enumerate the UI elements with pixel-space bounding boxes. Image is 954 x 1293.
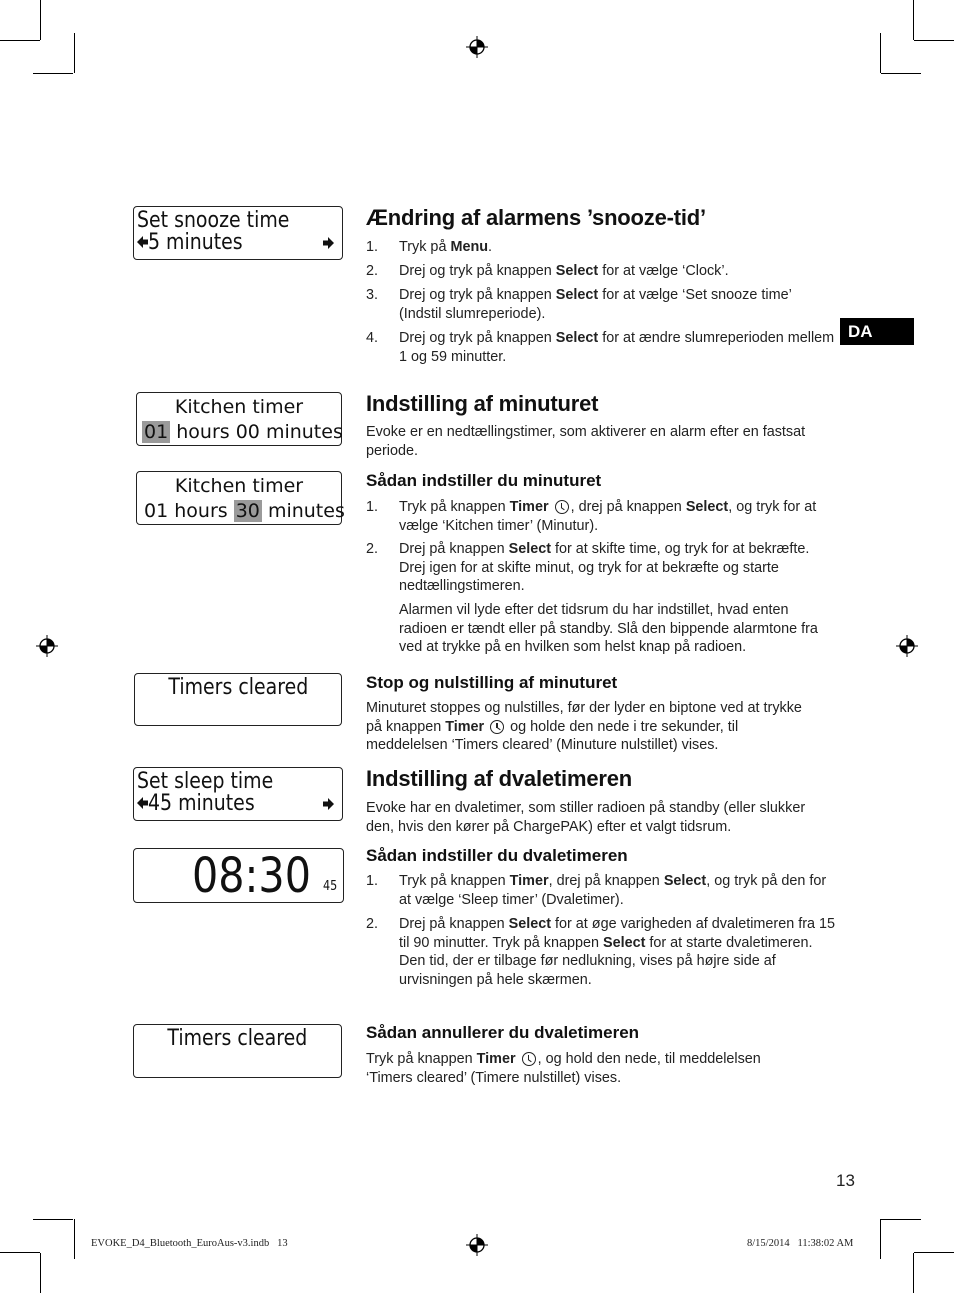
lcd-clock-time: 08:30 — [192, 848, 311, 904]
crop-mark — [74, 1219, 75, 1259]
crop-mark — [40, 1253, 41, 1293]
lcd-line1: Set sleep time — [137, 769, 274, 794]
lcd-hours-value: 01 — [144, 500, 169, 522]
footer-timestamp: 8/15/2014 11:38:02 AM — [747, 1238, 854, 1249]
registration-mark-icon — [36, 635, 58, 657]
subsection-title: Sådan indstiller du dvaletimeren — [366, 846, 628, 865]
crop-mark — [914, 1252, 954, 1253]
lcd-timers-cleared — [133, 1024, 342, 1078]
lcd-line2: 5 minutes — [148, 230, 243, 255]
lcd-kitchen-timer-minutes — [136, 471, 345, 525]
lcd-minutes-value: 00 — [235, 421, 260, 443]
lcd-line2: 45 minutes — [148, 791, 255, 816]
lcd-hours-label: hours — [176, 421, 230, 443]
lcd-sleep-display — [133, 767, 343, 821]
footer-filename: EVOKE_D4_Bluetooth_EuroAus-v3.indb 13 — [91, 1238, 288, 1249]
crop-mark — [0, 40, 40, 41]
timer-clock-icon — [490, 720, 504, 734]
section-body: Tryk på knappen Timer , og hold den nede, til meddelelsen ‘Timers cleared’ (Timere nulstillet) vises. — [366, 1051, 761, 1086]
lcd-clock-display — [133, 848, 344, 903]
section-title-sleep-timer: Indstilling af dvaletimeren — [366, 766, 632, 791]
timer-clock-icon — [522, 1052, 536, 1066]
crop-mark — [33, 1219, 73, 1220]
lcd-kitchen-timer-hours — [136, 392, 342, 446]
arrow-left-icon — [137, 236, 148, 248]
language-tab: DA — [840, 318, 914, 345]
lcd-line1: Timers cleared — [168, 675, 308, 700]
crop-mark — [881, 73, 921, 74]
lcd-line1: Timers cleared — [167, 1026, 308, 1051]
lcd-line1: Kitchen timer — [174, 475, 304, 497]
registration-mark-icon — [466, 1234, 488, 1256]
section-body: Minuturet stoppes og nulstilles, før der lyder en biptone ved at trykke på knappen Timer og holde den nede i tre sekunder, til meddelelsen ‘Timers cleared’ (Minuture nulstillet) vises. — [366, 700, 802, 754]
section-intro: Evoke har en dvaletimer, som stiller radioen på standby (eller slukker den, hvis den kører på ChargePAK) efter et valgt tidsrum. — [366, 800, 806, 835]
crop-mark — [40, 0, 41, 40]
registration-mark-icon — [896, 635, 918, 657]
crop-mark — [74, 33, 75, 73]
lcd-hours-value: 01 — [144, 421, 169, 443]
lcd-minutes-label: minutes — [267, 500, 345, 522]
note-text: Alarmen vil lyde efter det tidsrum du har indstillet, hvad enten radioen er tændt eller på standby. Slå den bippende alarmtone fra ved at trykke på en hvilken som helst knap på radioen. — [399, 602, 818, 656]
lcd-line1: Set snooze time — [137, 208, 290, 233]
lcd-minutes-value: 30 — [235, 500, 260, 522]
lcd-sleep-remaining: 45 — [323, 879, 338, 894]
crop-mark — [880, 1219, 881, 1259]
lcd-hours-label: hours — [174, 500, 228, 522]
page-number: 13 — [836, 1171, 855, 1190]
subsection-title: Sådan annullerer du dvaletimeren — [366, 1023, 640, 1042]
section-title-snooze: Ændring af alarmens ’snooze-tid’ — [366, 205, 706, 230]
registration-mark-icon — [466, 36, 488, 58]
section-intro: Evoke er en nedtællingstimer, som aktiverer en alarm efter en fastsat periode. — [366, 424, 806, 459]
subsection-title: Sådan indstiller du minuturet — [366, 471, 602, 490]
subsection-title: Stop og nulstilling af minuturet — [366, 673, 618, 692]
lcd-minutes-label: minutes — [265, 421, 343, 443]
lcd-timers-cleared — [134, 673, 342, 726]
crop-mark — [914, 40, 954, 41]
arrow-left-icon — [137, 797, 148, 809]
arrow-right-icon — [323, 237, 334, 249]
lcd-snooze-display — [133, 206, 343, 260]
arrow-right-icon — [323, 798, 334, 810]
crop-mark — [880, 33, 881, 73]
section-title-kitchen-timer: Indstilling af minuturet — [366, 391, 599, 416]
timer-clock-icon — [555, 500, 569, 514]
crop-mark — [33, 73, 73, 74]
crop-mark — [913, 0, 914, 40]
crop-mark — [881, 1219, 921, 1220]
lcd-line1: Kitchen timer — [174, 396, 304, 418]
crop-mark — [913, 1253, 914, 1293]
crop-mark — [0, 1252, 40, 1253]
